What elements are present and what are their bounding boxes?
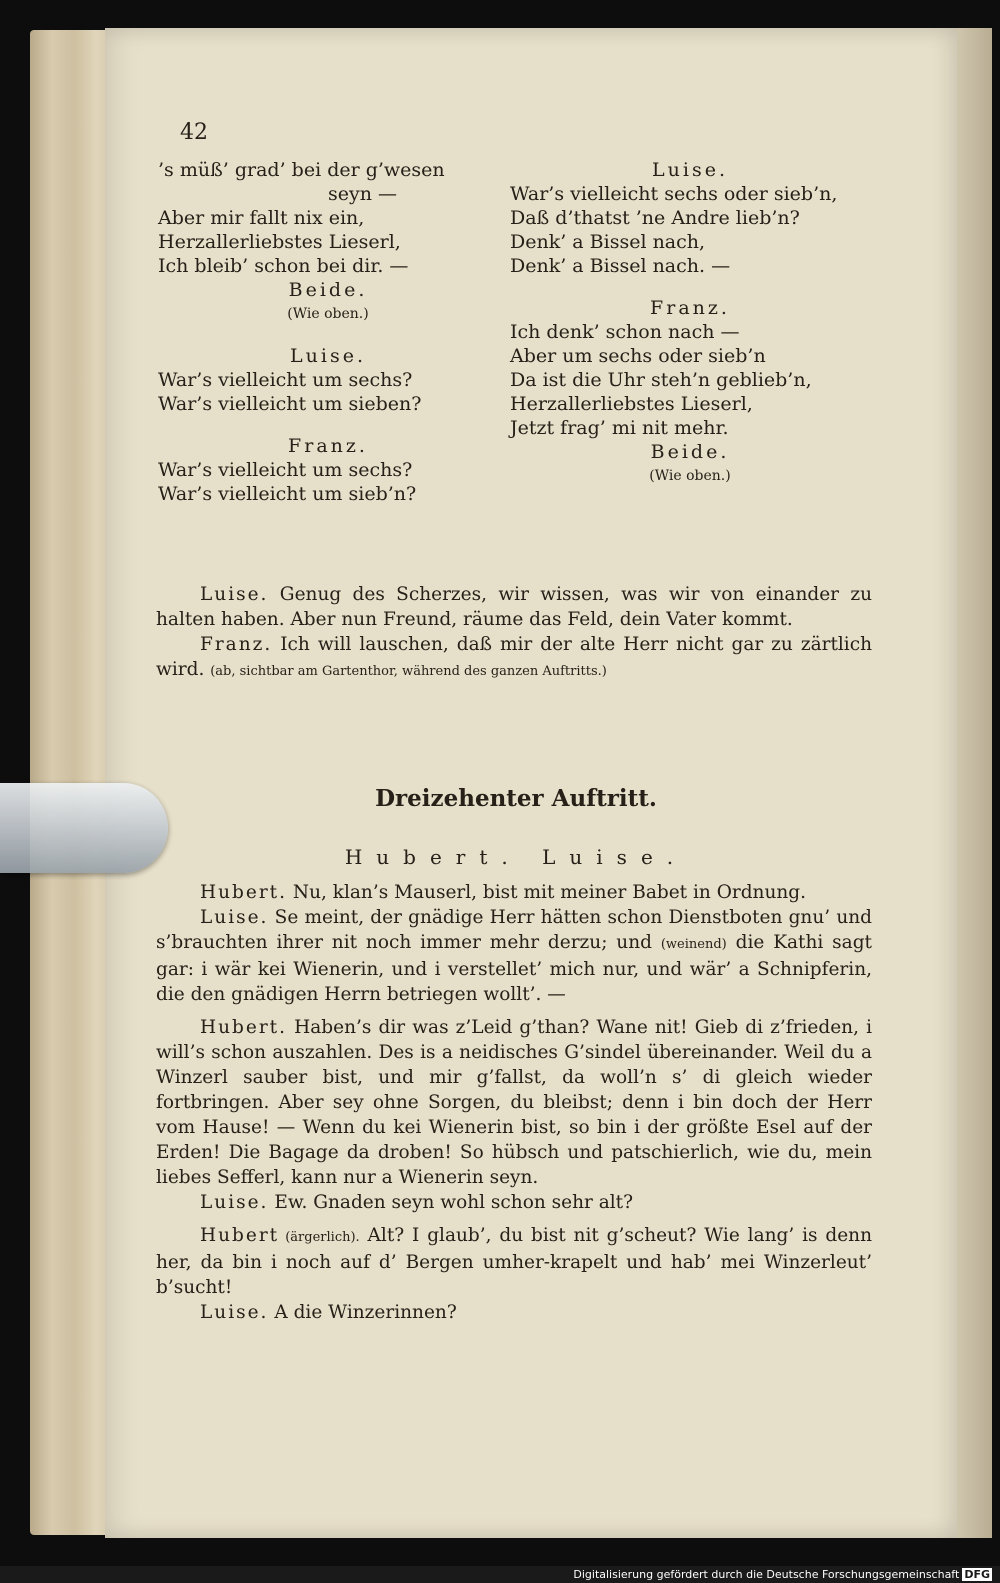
dialogue-text: Alt? I glaub’, du bist nit g’scheut? Wie lang’ is denn her, da bin i noch auf d’ Bergen umher-krapelt und hab’ mei Winzerleut’ b’sucht! — [156, 1225, 872, 1298]
verse-line: Herzallerliebstes Lieserl, — [158, 231, 401, 253]
verse-line: Aber mir fallt nix ein, — [158, 207, 365, 229]
verse-gap — [158, 416, 498, 434]
speaker-heading: Luise. — [652, 159, 728, 181]
stage-direction: (Wie oben.) — [287, 306, 369, 322]
verse-line: War’s vielleicht um sieb’n? — [158, 483, 417, 505]
verse-gap — [510, 278, 870, 296]
speaker-name: Franz. — [200, 634, 273, 655]
speaker-name: Hubert. — [200, 1017, 287, 1038]
speaker-heading: Franz. — [288, 435, 368, 457]
verse-line: War’s vielleicht sechs oder sieb’n, — [510, 183, 838, 205]
speaker-heading: Franz. — [650, 297, 730, 319]
dialogue-text: Ich will lauschen, daß mir der alte Herr nicht gar zu zärtlich wird. — [156, 634, 872, 680]
verse-line: Herzallerliebstes Lieserl, — [510, 393, 753, 415]
footer-text: Digitalisierung gefördert durch die Deutsche Forschungsgemeinschaft — [573, 1568, 960, 1581]
stage-direction: (Wie oben.) — [649, 468, 731, 484]
dfg-logo: DFG — [964, 1568, 990, 1581]
verse-line: Ich denk’ schon nach — — [510, 321, 740, 343]
scene-title: Dreizehenter Auftritt. — [375, 785, 657, 812]
verse-line: Da ist die Uhr steh’n geblieb’n, — [510, 369, 812, 391]
page-clip — [0, 783, 168, 873]
stage-direction: (ab, sichtbar am Gartenthor, während des ganzen Auftritts.) — [210, 664, 607, 679]
dialogue-paragraph — [156, 1223, 872, 1300]
speaker-name: Luise. — [200, 907, 269, 928]
speaker-name: Luise. — [200, 1192, 269, 1213]
verse-line: Jetzt frag’ mi nit mehr. — [510, 417, 729, 439]
dialogue-paragraph — [156, 632, 872, 684]
verse-line: War’s vielleicht um sechs? — [158, 369, 413, 391]
dialogue-text: Nu, klan’s Mauserl, bist mit meiner Babet in Ordnung. — [287, 882, 807, 903]
verse-line: ’s müß’ grad’ bei der g’wesen — [158, 159, 445, 181]
verse-line: War’s vielleicht um sieben? — [158, 393, 422, 415]
dialogue-paragraph — [156, 1300, 872, 1325]
scene-characters: Hubert. Luise. — [344, 845, 688, 869]
digitization-footer — [573, 1568, 992, 1581]
dialogue-paragraph — [156, 1015, 872, 1190]
dialogue-text: Ew. Gnaden seyn wohl schon sehr alt? — [268, 1192, 634, 1213]
dialogue-text: A die Winzerinnen? — [268, 1302, 457, 1323]
verse-line: Denk’ a Bissel nach, — [510, 231, 706, 253]
verse-line: Aber um sechs oder sieb’n — [510, 345, 766, 367]
dialogue-text: Genug des Scherzes, wir wissen, was wir von einander zu halten haben. Aber nun Freund, räume das Feld, dein Vater kommt. — [156, 584, 872, 630]
song-column-left — [158, 158, 498, 506]
speaker-heading: Beide. — [288, 279, 368, 301]
stage-direction: (weinend) — [660, 937, 727, 952]
dialogue-paragraph — [156, 1190, 872, 1215]
speaker-name: Luise. — [200, 584, 269, 605]
dialogue-block-b — [156, 880, 872, 1325]
dialogue-text: die Kathi sagt gar: i wär kei Wienerin, und i verstellet’ mich nur, und wär’ a Schnipferin, die den gnädigen Herrn betriegen wollt’. — — [156, 932, 872, 1005]
verse-line: Denk’ a Bissel nach. — — [510, 255, 731, 277]
dialogue-paragraph — [156, 582, 872, 632]
dialogue-text: Se meint, der gnädige Herr hätten schon Dienstboten gnu’ und s’brauchten ihrer nit noch immer mehr derzu; und — [156, 907, 872, 953]
book-edge-right — [957, 28, 992, 1538]
verse-line: seyn — — [328, 183, 398, 205]
speaker-name: Hubert. — [200, 882, 287, 903]
stage-direction: (ärgerlich). — [279, 1230, 360, 1245]
speaker-name: Luise. — [200, 1302, 269, 1323]
song-column-right — [510, 158, 870, 488]
speaker-heading: Beide. — [650, 441, 730, 463]
verse-line: Daß d’thatst ’ne Andre lieb’n? — [510, 207, 800, 229]
verse-line: Ich bleib’ schon bei dir. — — [158, 255, 409, 277]
verse-gap — [158, 326, 498, 344]
verse-line: War’s vielleicht um sechs? — [158, 459, 413, 481]
dialogue-paragraph — [156, 880, 872, 905]
dialogue-paragraph — [156, 905, 872, 1007]
speaker-heading: Luise. — [290, 345, 366, 367]
dialogue-block-a — [156, 582, 872, 684]
dialogue-text: Haben’s dir was z’Leid g’than? Wane nit! Gieb di z’frieden, i will’s schon auszahlen. Des is a neidisches G’sindel übereinander. Weil du a Winzerl sauber bist, und mir g’fallst, da woll’n s’ di gleich wieder fortbringen. Aber sey ohne Sorgen, du bleibst; denn i bin doch der Herr vom Hause! — Wenn du kei Wienerin bist, so bin i der größte Esel auf der Erden! Die Bagage da droben! So hübsch und patschierlich, wie du, mein liebes Sefferl, kann nur a Wienerin seyn. — [156, 1017, 872, 1188]
page-number: 42 — [180, 120, 208, 145]
speaker-name: Hubert — [200, 1225, 280, 1246]
